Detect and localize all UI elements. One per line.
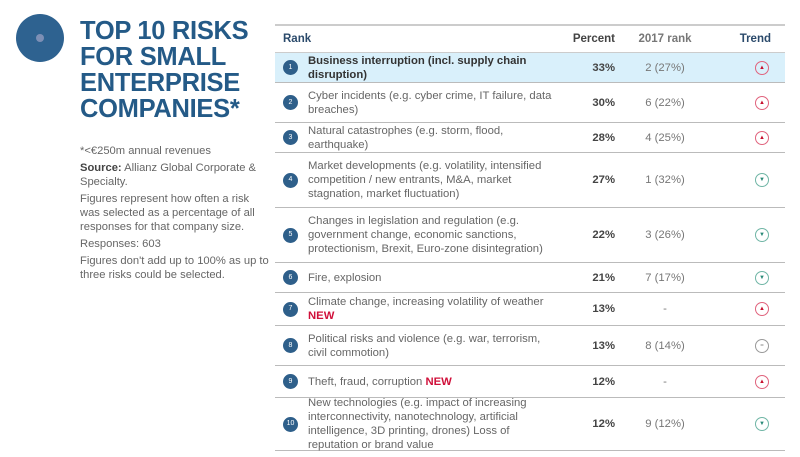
disclaimer-note: Figures don't add up to 100% as up to three risks could be selected. xyxy=(80,255,269,281)
prev-rank-cell: - xyxy=(663,303,667,315)
rank-cell xyxy=(275,338,308,353)
risk-label: Theft, fraud, corruption xyxy=(308,375,423,388)
header-2017-rank: 2017 rank xyxy=(638,33,692,45)
table-row xyxy=(275,398,785,451)
table-row xyxy=(275,293,785,326)
risk-text xyxy=(308,214,565,256)
risk-text xyxy=(308,271,565,285)
trend-down-icon: ▼ xyxy=(755,173,769,187)
trend-cell xyxy=(715,228,785,242)
header-rank: Rank xyxy=(283,33,312,45)
percent-cell: 27% xyxy=(592,174,615,186)
percent-cell: 22% xyxy=(592,229,615,241)
source-label: Source: xyxy=(80,162,122,174)
trend-up-icon: ▲ xyxy=(755,302,769,316)
table-row xyxy=(275,53,785,83)
table-header xyxy=(275,26,785,53)
risk-label: Climate change, increasing volatility of weather xyxy=(308,296,544,308)
logo-icon xyxy=(16,14,64,62)
rank-badge: 9 xyxy=(283,374,298,389)
new-badge: NEW xyxy=(425,375,452,388)
risk-label: Market developments (e.g. volatility, intensified competition / new entrants, M&A, market stagnation, market fluctuation) xyxy=(308,160,542,200)
notes xyxy=(80,144,270,285)
prev-rank-cell: 7 (17%) xyxy=(645,271,685,284)
rank-badge: 6 xyxy=(283,270,298,285)
trend-up-icon: ▲ xyxy=(755,96,769,110)
risk-label: Business interruption (incl. supply chain disruption) xyxy=(308,54,527,81)
rank-badge: 2 xyxy=(283,95,298,110)
trend-cell xyxy=(715,131,785,145)
trend-cell xyxy=(715,302,785,316)
prev-rank-cell: 3 (26%) xyxy=(645,229,685,241)
table-row xyxy=(275,366,785,398)
rank-badge: 10 xyxy=(283,417,298,432)
rank-badge: 3 xyxy=(283,130,298,145)
trend-cell xyxy=(715,271,785,285)
percent-cell: 21% xyxy=(592,271,615,284)
trend-up-icon: ▲ xyxy=(755,375,769,389)
rank-cell xyxy=(275,270,308,285)
prev-rank-cell: 6 (22%) xyxy=(645,96,685,109)
risk-label: Natural catastrophes (e.g. storm, flood, earthquake) xyxy=(308,124,504,151)
rank-badge: 4 xyxy=(283,173,298,188)
percent-cell: 12% xyxy=(592,375,615,388)
header-trend: Trend xyxy=(739,33,771,45)
risk-text xyxy=(308,159,565,201)
risk-text xyxy=(308,375,565,389)
rank-cell xyxy=(275,95,308,110)
trend-down-icon: ▼ xyxy=(755,228,769,242)
risk-text xyxy=(308,332,565,360)
prev-rank-cell: 8 (14%) xyxy=(645,339,685,352)
risks-table xyxy=(275,24,785,451)
risk-label: Political risks and violence (e.g. war, terrorism, civil commotion) xyxy=(308,332,541,359)
page-title: TOP 10 RISKS FOR SMALL ENTERPRISE COMPANIES* xyxy=(80,17,249,123)
trend-down-icon: ▼ xyxy=(755,417,769,431)
trend-same-icon: = xyxy=(755,339,769,353)
trend-up-icon: ▲ xyxy=(755,131,769,145)
rank-badge: 8 xyxy=(283,338,298,353)
source-note xyxy=(80,161,270,189)
source-text: Allianz Global Corporate & Specialty. xyxy=(80,162,256,188)
risk-text xyxy=(308,295,565,323)
trend-down-icon: ▼ xyxy=(755,271,769,285)
risk-label: Fire, explosion xyxy=(308,271,382,284)
trend-up-icon: ▲ xyxy=(755,61,769,75)
footnote: *<€250m annual revenues xyxy=(80,145,211,157)
rank-badge: 7 xyxy=(283,302,298,317)
risk-label: Changes in legislation and regulation (e.g. government change, economic sanctions, protectionism, Brexit, Euro-zone disintegration) xyxy=(308,215,543,255)
percent-cell: 30% xyxy=(592,96,615,109)
table-row xyxy=(275,326,785,366)
rank-cell xyxy=(275,302,308,317)
rank-cell xyxy=(275,374,308,389)
risk-text xyxy=(308,54,565,82)
rank-badge: 5 xyxy=(283,228,298,243)
percent-cell: 13% xyxy=(592,339,615,352)
rank-cell xyxy=(275,173,308,188)
prev-rank-cell: 4 (25%) xyxy=(645,131,685,144)
risk-text xyxy=(308,124,565,152)
prev-rank-cell: 9 (12%) xyxy=(645,418,685,430)
rank-cell xyxy=(275,417,308,432)
new-badge: NEW xyxy=(308,310,335,322)
risk-text xyxy=(308,396,565,452)
trend-cell xyxy=(715,61,785,75)
risk-label: Cyber incidents (e.g. cyber crime, IT failure, data breaches) xyxy=(308,89,552,116)
rank-badge: 1 xyxy=(283,60,298,75)
risk-label: New technologies (e.g. impact of increasing interconnectivity, nanotechnology, artificial intelligence, 3D printing, drones) Loss of reputation or brand value xyxy=(308,397,527,451)
prev-rank-cell: 2 (27%) xyxy=(645,61,685,74)
rank-cell xyxy=(275,130,308,145)
percent-cell: 13% xyxy=(592,303,615,315)
table-row xyxy=(275,208,785,263)
percent-cell: 28% xyxy=(592,131,615,144)
responses-note: Responses: 603 xyxy=(80,238,161,250)
table-row xyxy=(275,153,785,208)
table-row xyxy=(275,83,785,123)
prev-rank-cell: 1 (32%) xyxy=(645,174,685,186)
trend-cell xyxy=(715,375,785,389)
trend-cell xyxy=(715,96,785,110)
rank-cell xyxy=(275,60,308,75)
figures-note: Figures represent how often a risk was selected as a percentage of all responses for that company size. xyxy=(80,193,255,233)
header-percent: Percent xyxy=(572,33,615,45)
percent-cell: 33% xyxy=(592,61,615,74)
prev-rank-cell: - xyxy=(663,375,667,388)
table-row xyxy=(275,263,785,293)
table-row xyxy=(275,123,785,153)
trend-cell xyxy=(715,417,785,431)
rank-cell xyxy=(275,228,308,243)
trend-cell xyxy=(715,173,785,187)
risk-text xyxy=(308,89,565,117)
percent-cell: 12% xyxy=(592,418,615,430)
trend-cell xyxy=(715,339,785,353)
